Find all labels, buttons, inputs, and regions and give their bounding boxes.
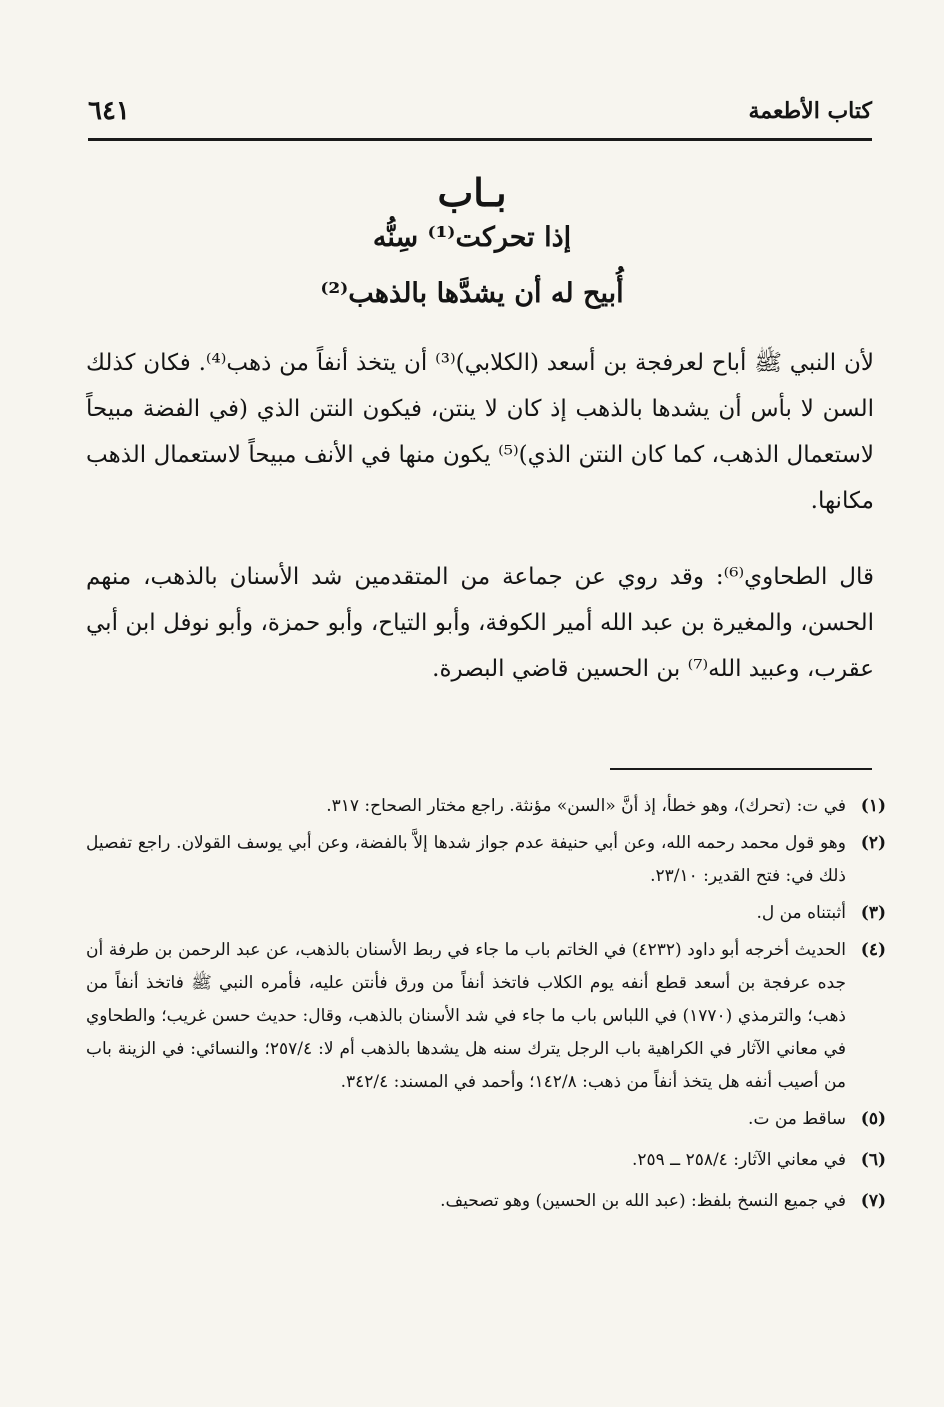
footnote-number: (١) <box>860 796 886 816</box>
footnote-number: (٤) <box>860 940 886 960</box>
footnote-text: الحديث أخرجه أبو داود (٤٢٣٢) في الخاتم باب ما جاء في ربط الأسنان بالذهب، عن عبد الرحمن بن طرفة أن جده عرفجة بن أسعد قطع أنفه يوم الكلاب فاتخذ أنفاً من ورق فأنتن عليه، فأمره النبي ﷺ فاتخذ أنفاً من ذهب؛ والترمذي (١٧٧٠) في اللباس باب ما جاء في شد الأسنان بالذهب، وقال: حديث حسن غريب؛ والطحاوي في معاني الآثار في الكراهية باب الرجل يترك سنه هل يشدها بالذهب أم لا: ٢٥٧/٤؛ والنسائي: في الزينة باب من أصيب أنفه هل يتخذ أنفاً من ذهب: ١٤٢/٨؛ وأحمد في المسند: ٣٤٢/٤. <box>86 940 847 1092</box>
footnote-1 <box>86 790 886 823</box>
footnotes <box>86 790 886 1222</box>
footnote-6 <box>86 1144 886 1177</box>
chapter-title-line-2: أُبيح له أن يشدَّها بالذهب⁽²⁾ <box>320 278 624 309</box>
footnote-text: أثبتناه من ل. <box>756 903 846 923</box>
footnote-number: (٦) <box>860 1150 886 1170</box>
footnote-number: (٢) <box>860 833 886 853</box>
footnote-5 <box>86 1103 886 1136</box>
footnote-4 <box>86 934 886 1099</box>
running-title: كتاب الأطعمة <box>748 98 872 124</box>
footnote-text: ساقط من ت. <box>748 1109 846 1129</box>
footnote-number: (٧) <box>860 1191 886 1211</box>
footnote-text: وهو قول محمد رحمه الله، وعن أبي حنيفة عدم جواز شدها إلاَّ بالفضة، وعن أبي يوسف القولان. راجع تفصيل ذلك في: فتح القدير: ٢٣/١٠. <box>86 833 846 886</box>
page-header <box>88 92 872 141</box>
footnote-text: في ت: (تحرك)، وهو خطأ، إذ أنَّ «السن» مؤنثة. راجع مختار الصحاح: ٣١٧. <box>326 796 846 816</box>
main-text <box>86 340 874 692</box>
chapter-title-line-1: إذا تحركت⁽¹⁾ سِنُّه <box>372 222 572 253</box>
footnote-text: في جميع النسخ بلفظ: (عبد الله بن الحسين) وهو تصحيف. <box>440 1191 846 1211</box>
body-paragraph-1: لأن النبي ﷺ أباح لعرفجة بن أسعد (الكلابي)⁽³⁾ أن يتخذ أنفاً من ذهب⁽⁴⁾. فكان كذلك السن لا بأس أن يشدها بالذهب إذ كان لا ينتن، فيكون النتن الذي (في الفضة مبيحاً لاستعمال الذهب، كما كان النتن الذي)⁽⁵⁾ يكون منها في الأنف مبيحاً لاستعمال الذهب مكانها. <box>86 350 875 514</box>
footnote-3 <box>86 897 886 930</box>
footnote-2 <box>86 827 886 893</box>
footnote-text: في معاني الآثار: ٢٥٨/٤ ــ ٢٥٩. <box>631 1150 846 1170</box>
footnote-separator <box>610 768 872 770</box>
body-paragraph-2: قال الطحاوي⁽⁶⁾: وقد روي عن جماعة من المتقدمين شد الأسنان بالذهب، منهم الحسن، والمغيرة بن عبد الله أمير الكوفة، وأبو التياح، وأبو حمزة، وأبو نوفل ابن أبي عقرب، وعبيد الله⁽⁷⁾ بن الحسين قاضي البصرة. <box>86 564 875 682</box>
footnote-number: (٣) <box>860 903 886 923</box>
page-number: ٦٤١ <box>88 96 130 126</box>
footnote-number: (٥) <box>860 1109 886 1129</box>
chapter-heading: بـاب <box>437 170 507 215</box>
footnote-7 <box>86 1185 886 1218</box>
